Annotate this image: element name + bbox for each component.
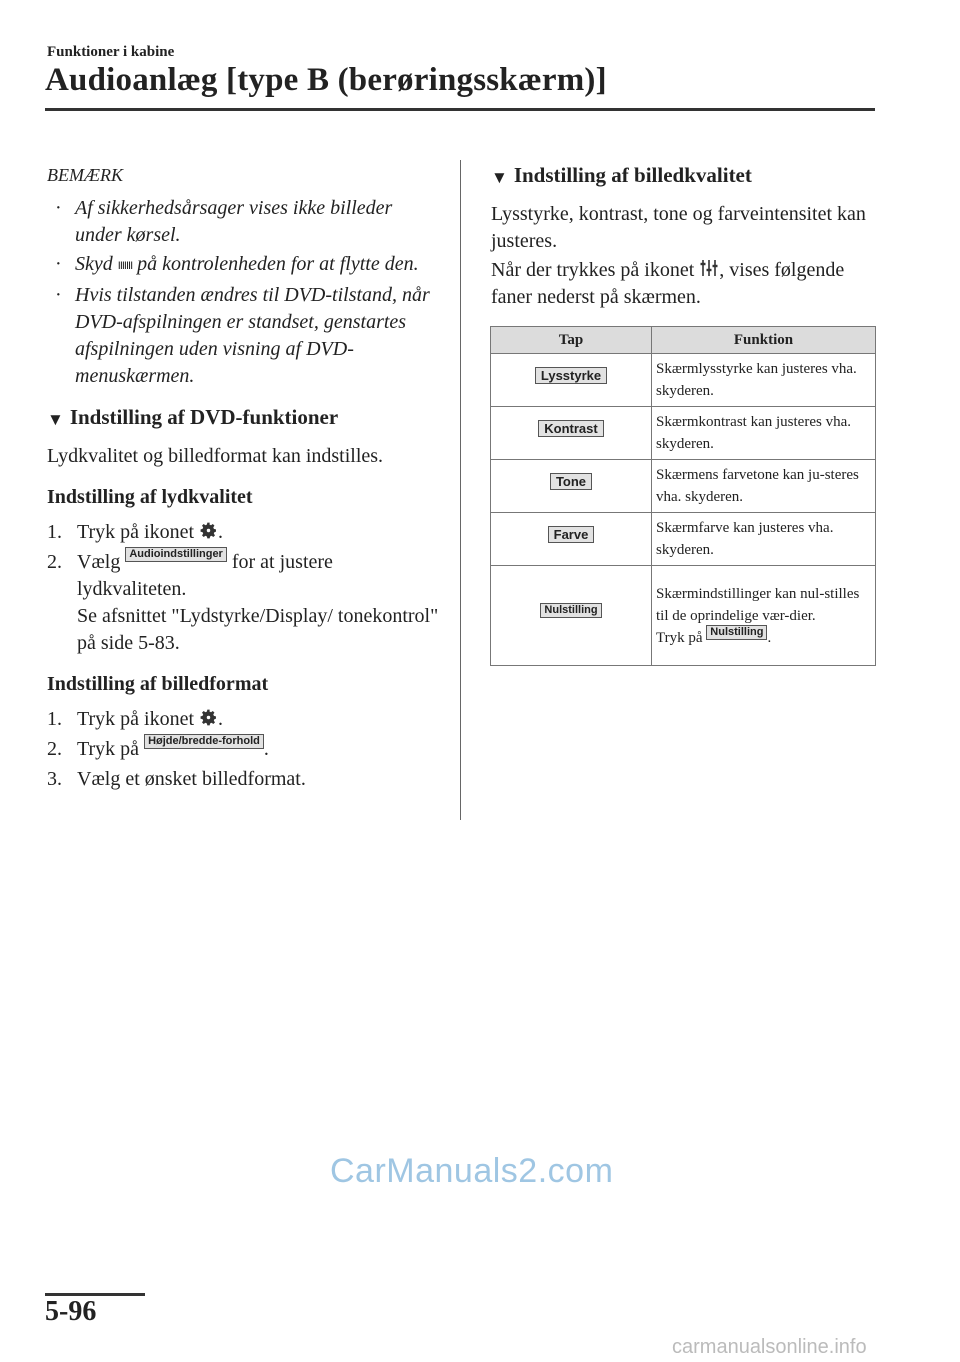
table-header: Tap — [491, 327, 652, 354]
step-item: 1. Tryk på ikonet . — [47, 708, 224, 730]
table-row — [491, 460, 876, 513]
page-title: Audioanlæg [type B (berøringsskærm)] — [45, 62, 607, 98]
function-table — [490, 326, 876, 666]
table-header-row — [491, 327, 876, 354]
table-cell: Skærmens farvetone kan ju-steres vha. skyderen. — [652, 460, 876, 513]
reset-tab-chip: Nulstilling — [540, 603, 601, 618]
slider-bars-icon: IIIIIII — [117, 260, 133, 272]
table-cell: Skærmfarve kan justeres vha. skyderen. — [652, 513, 876, 566]
left-column — [47, 158, 442, 796]
dvd-intro: Lydkvalitet og billedformat kan indstilles. — [47, 445, 384, 467]
step-item: 3. Vælg et ønsket billedformat. — [47, 768, 306, 790]
picture-intro-2: Når der trykkes på ikonet , vises følgende faner nederst på skærmen. — [491, 259, 845, 308]
note-item: · Af sikkerhedsårsager vises ikke billeder under kørsel. — [55, 197, 393, 246]
table-row — [491, 513, 876, 566]
note-item: · Skyd IIIIIII på kontrolenheden for at flytte den. — [47, 251, 442, 280]
table-row — [491, 407, 876, 460]
table-row — [491, 354, 876, 407]
picture-heading: ▼ Indstilling af billedkvalitet — [491, 162, 877, 191]
triangle-down-icon: ▼ — [47, 410, 64, 429]
color-tab-chip: Farve — [548, 526, 595, 543]
reset-chip: Nulstilling — [706, 625, 767, 640]
gear-icon — [199, 708, 218, 727]
note-heading: BEMÆRK — [47, 165, 123, 185]
note-list — [47, 195, 442, 390]
aspect-ratio-chip: Højde/bredde-forhold — [144, 734, 264, 749]
title-rule — [45, 108, 875, 111]
right-column — [491, 158, 877, 311]
section-label: Funktioner i kabine — [47, 44, 175, 60]
triangle-down-icon: ▼ — [491, 168, 508, 187]
table-cell: Skærmindstillinger kan nul-stilles til de oprindelige vær-dier. Tryk på Nulstilling . — [652, 566, 876, 666]
table-cell: Skærmkontrast kan justeres vha. skyderen. — [652, 407, 876, 460]
picture-intro: Lysstyrke, kontrast, tone og farveintensitet kan justeres. — [491, 203, 866, 252]
table-header: Funktion — [652, 327, 876, 354]
gear-icon — [199, 521, 218, 540]
footer-site: carmanualsonline.info — [672, 1336, 867, 1358]
note-item: · Hvis tilstanden ændres til DVD-tilstand, når DVD-afspilningen er standset, genstartes afspilningen uden visning af DVD-menuskærmen. — [55, 284, 430, 387]
dvd-heading: ▼ Indstilling af DVD-funktioner — [47, 404, 442, 433]
audio-settings-chip: Audioindstillinger — [125, 547, 227, 562]
format-heading: Indstilling af billedformat — [47, 673, 269, 695]
sound-reference: Se afsnittet "Lydstyrke/Display/ tonekontrol" på side 5-83. — [77, 605, 439, 654]
sound-heading: Indstilling af lydkvalitet — [47, 486, 253, 508]
watermark-logo: CarManuals2.com — [330, 1152, 614, 1190]
equalizer-icon — [699, 258, 719, 278]
sound-steps — [47, 519, 442, 657]
tone-tab-chip: Tone — [550, 473, 592, 490]
column-divider — [460, 160, 461, 820]
page-number: 5-96 — [45, 1296, 97, 1327]
step-item: 1. Tryk på ikonet . — [47, 521, 224, 543]
step-item: 2. Tryk på Højde/bredde-forhold . — [47, 735, 269, 760]
table-cell: Skærmlysstyrke kan justeres vha. skyderen. — [652, 354, 876, 407]
table-row — [491, 566, 876, 666]
format-steps — [47, 706, 442, 793]
brightness-tab-chip: Lysstyrke — [535, 367, 607, 384]
step-item: 2. Vælg Audioindstillinger for at justere lydkvaliteten. Se afsnittet "Lydstyrke/Display/ tonekontrol" på side 5-83. — [47, 548, 439, 654]
contrast-tab-chip: Kontrast — [538, 420, 603, 437]
